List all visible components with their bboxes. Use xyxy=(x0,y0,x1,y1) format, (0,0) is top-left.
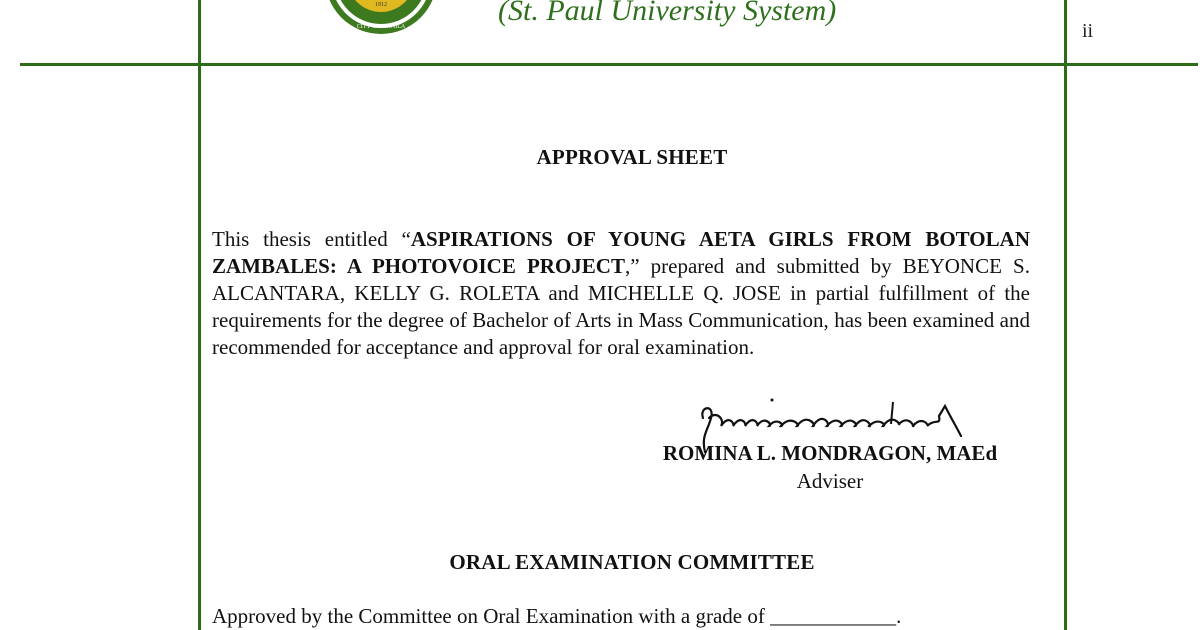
svg-text:1912: 1912 xyxy=(375,2,387,8)
paragraph-intro: This thesis entitled “ xyxy=(212,227,411,251)
svg-text:CITY OF MANILA: CITY OF MANILA xyxy=(356,24,406,30)
adviser-name: ROMINA L. MONDRAGON, MAEd xyxy=(662,441,998,465)
page-number: ii xyxy=(1082,20,1094,42)
committee-title: ORAL EXAMINATION COMMITTEE xyxy=(449,550,815,574)
header-rule xyxy=(20,63,1198,66)
committee-approval-line: Approved by the Committee on Oral Examination with a grade of ____________. xyxy=(212,604,902,628)
paragraph-rest: ,” prepared and submitted by BEYONCE S. ALCANTARA, KELLY G. ROLETA and MICHELLE Q. JOSE in partial fulfillment of the requirements for the degree of Bachelor of Arts in Mass Communication, has been examined and recommended for acceptance and approval for oral examination. xyxy=(212,254,1030,359)
approval-sheet-title: APPROVAL SHEET xyxy=(536,145,728,169)
left-border-line xyxy=(198,0,201,630)
university-system-name: (St. Paul University System) xyxy=(498,0,837,27)
thesis-title: ASPIRATIONS OF YOUNG AETA GIRLS FROM BOTOLAN ZAMBALES: A PHOTOVOICE PROJECT xyxy=(212,227,1030,278)
approval-paragraph xyxy=(212,226,1030,361)
right-border-line xyxy=(1064,0,1067,630)
adviser-role: Adviser xyxy=(796,469,864,493)
university-seal-logo xyxy=(326,0,436,36)
